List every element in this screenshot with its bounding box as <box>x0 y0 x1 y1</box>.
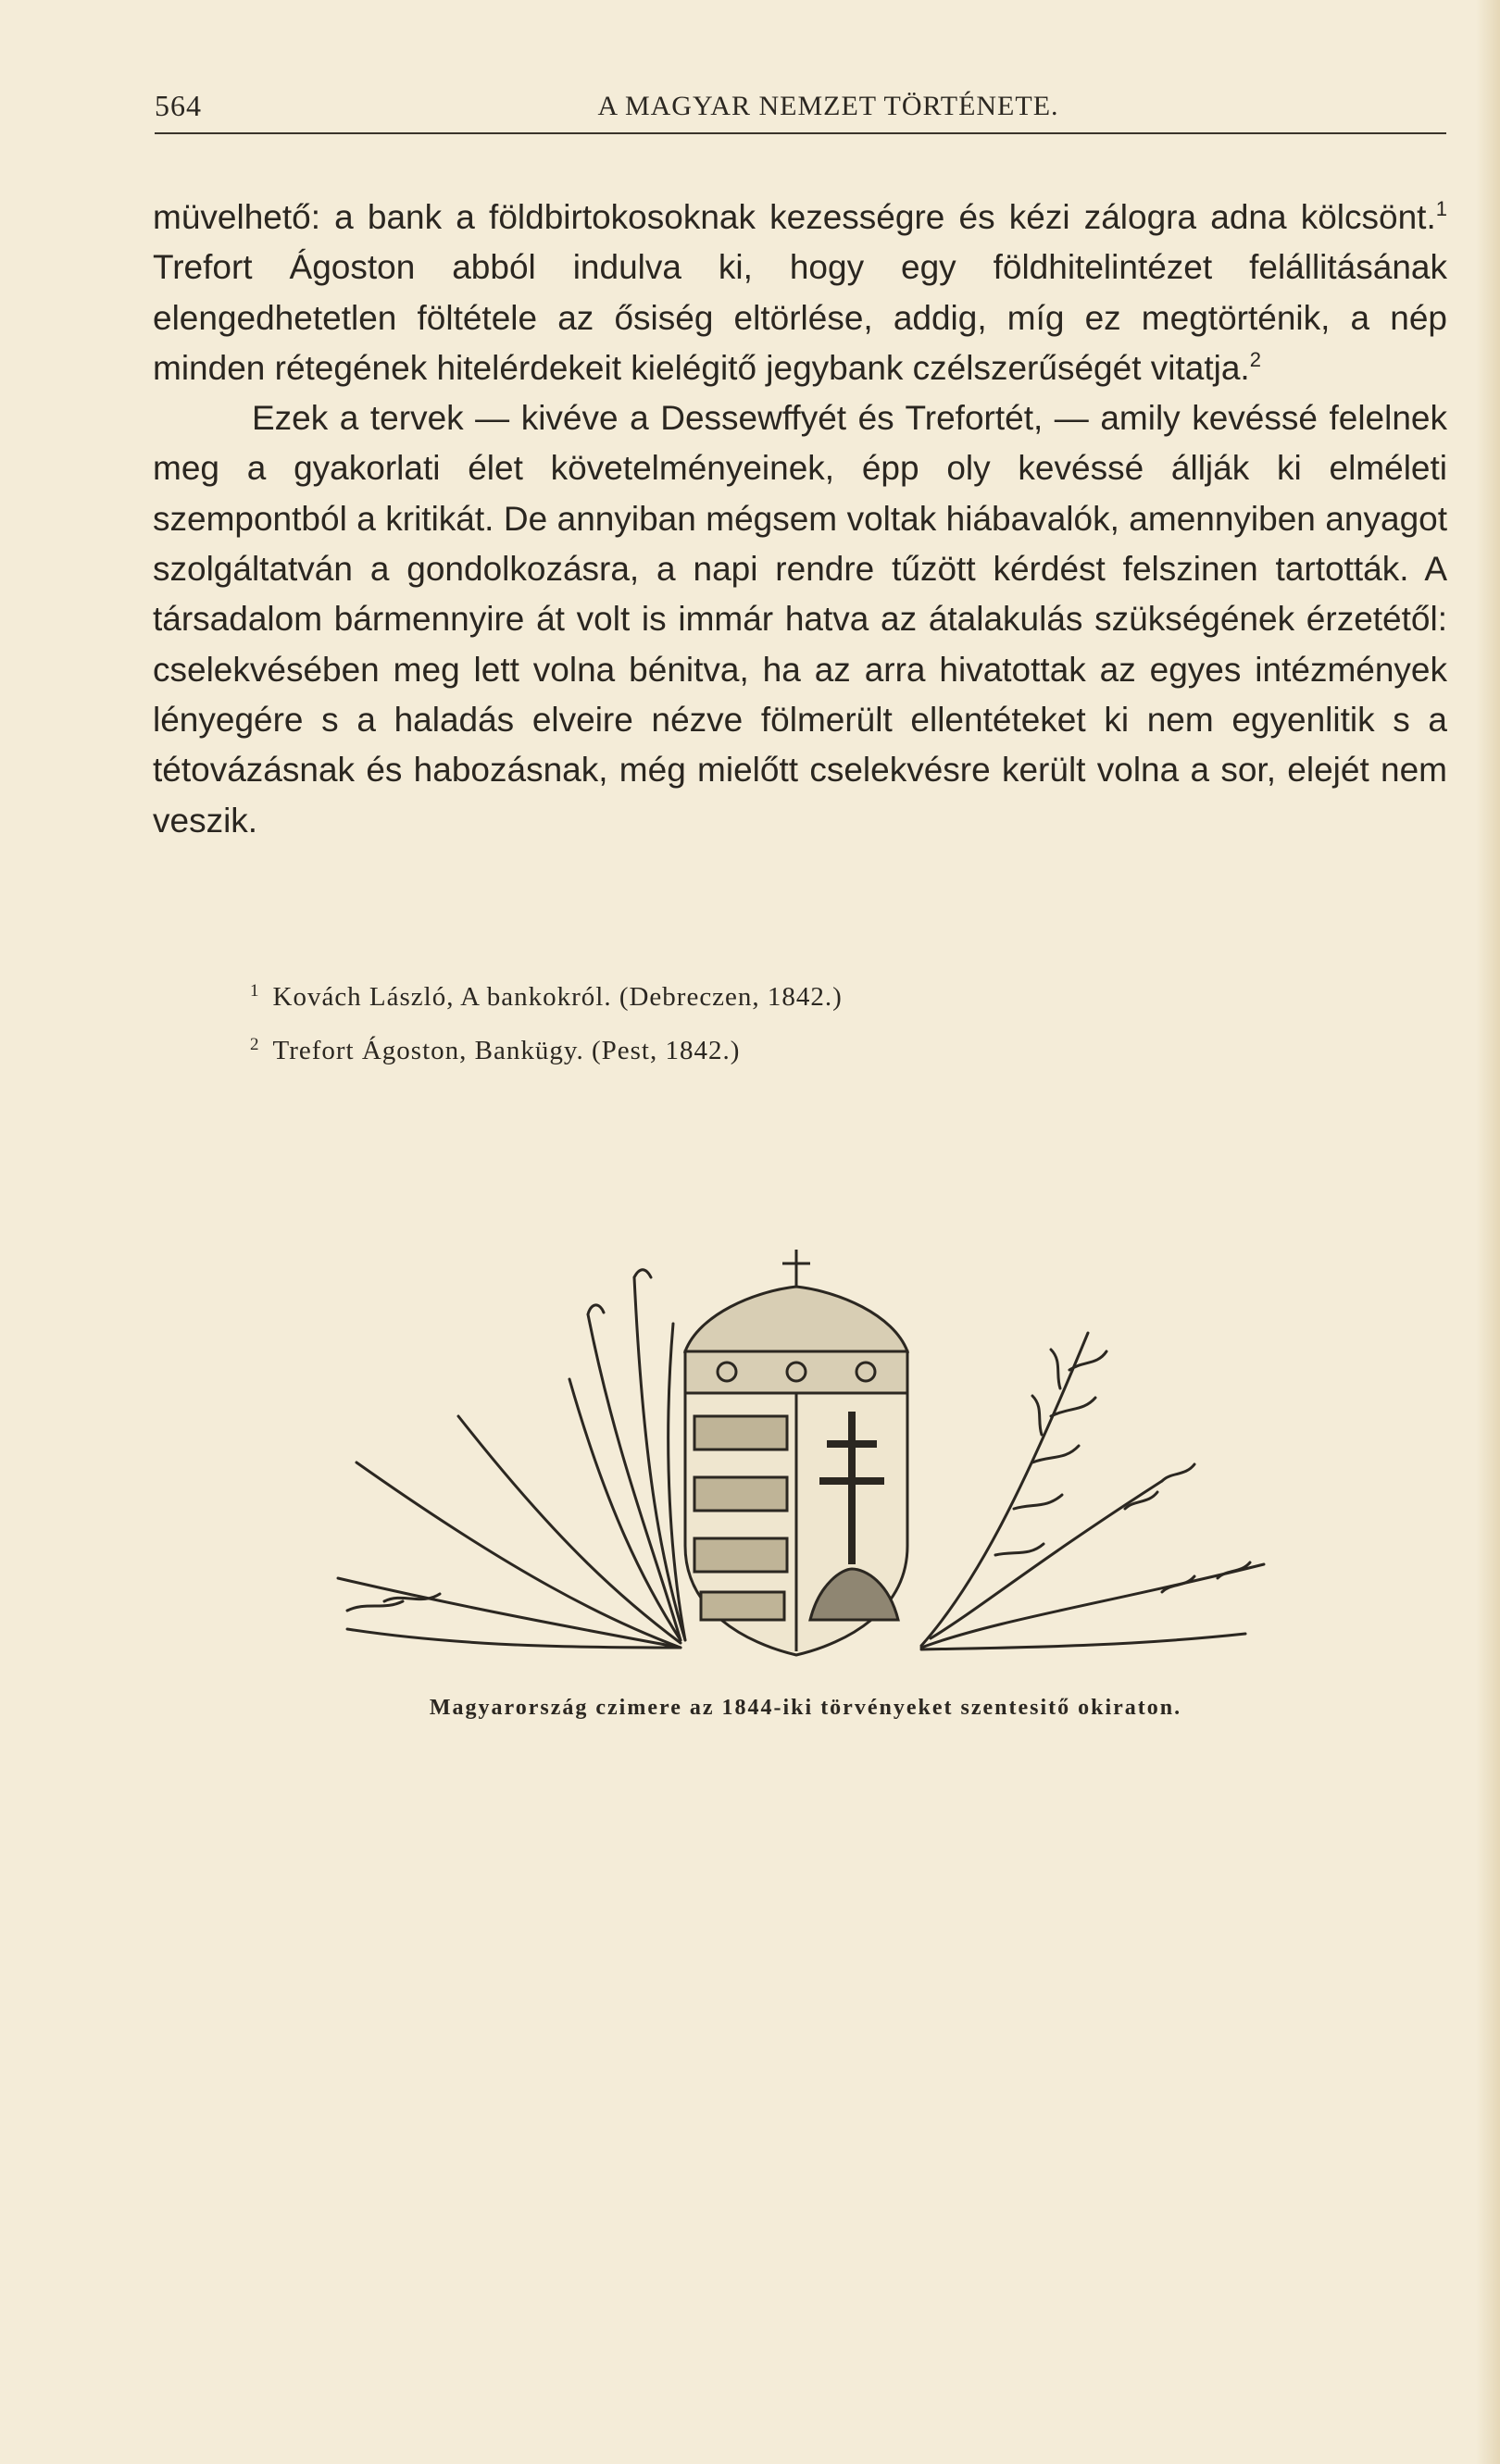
page-number: 564 <box>155 89 202 122</box>
palm-branch-right <box>921 1333 1264 1649</box>
footnote-text: Kovách László, A bankokról. (Debreczen, 1842.) <box>272 982 843 1012</box>
holy-crown <box>685 1250 907 1393</box>
main-text <box>153 193 1447 846</box>
oak-branch-left <box>338 1270 685 1648</box>
paragraph-1-text-a: müvelhető: a bank a földbirtokosoknak kezességre és kézi zálogra adna kölcsönt. <box>153 198 1436 236</box>
paragraph-2: Ezek a tervek — kivéve a Dessewffyét és Trefortét, — amily kevéssé felelnek meg a gyakorlati élet követelményeinek, épp oly kevéssé állják ki elméleti szempontból a kritikát. De annyiban mégsem voltak hiábavalók, amennyiben anyagot szolgáltatván a gondolkozásra, a napi rendre tűzött kérdést felszinen tartották. A társadalom bármennyire át volt is immár hatva az átalakulás szükségének érzetétől: cselekvésében meg lett volna bénitva, ha az arra hivatottak az egyes intézmények lényegére s a haladás elveire nézve fölmerült ellentéteket ki nem egyenlitik s a tétovázásnak és habozásnak, még mielőtt cselekvésre került volna a sor, elejét nem veszik. <box>153 399 1447 840</box>
paragraph-1 <box>153 193 1447 393</box>
footnote-ref-1: 1 <box>1435 197 1447 220</box>
footnote-text: Trefort Ágoston, Bankügy. (Pest, 1842.) <box>272 1036 741 1065</box>
footnote-2 <box>250 1021 1269 1075</box>
footnote-number: 1 <box>250 981 260 1001</box>
footnote-number: 2 <box>250 1035 260 1054</box>
running-head <box>155 85 1446 130</box>
page-edge-shadow <box>1476 0 1500 2464</box>
coat-of-arms-illustration <box>329 1213 1273 1680</box>
shield <box>685 1393 907 1655</box>
footnote-ref-2: 2 <box>1249 347 1261 371</box>
header-rule <box>155 132 1446 134</box>
footnotes <box>250 967 1269 1075</box>
running-title: A MAGYAR NEMZET TÖRTÉNETE. <box>597 91 1059 121</box>
illustration-caption: Magyarország czimere az 1844-iki törvényeket szentesitő okiraton. <box>429 1696 1182 1720</box>
paragraph-1-text-b: Trefort Ágoston abból indulva ki, hogy egy földhitelintézet felállitásának elengedhetetlen föltétele az ősiség eltörlése, addig, míg ez megtörténik, a nép minden rétegének hitelérdekeit kielégitő jegybank czélszerűségét vitatja. <box>153 248 1447 387</box>
footnote-1 <box>250 967 1269 1021</box>
